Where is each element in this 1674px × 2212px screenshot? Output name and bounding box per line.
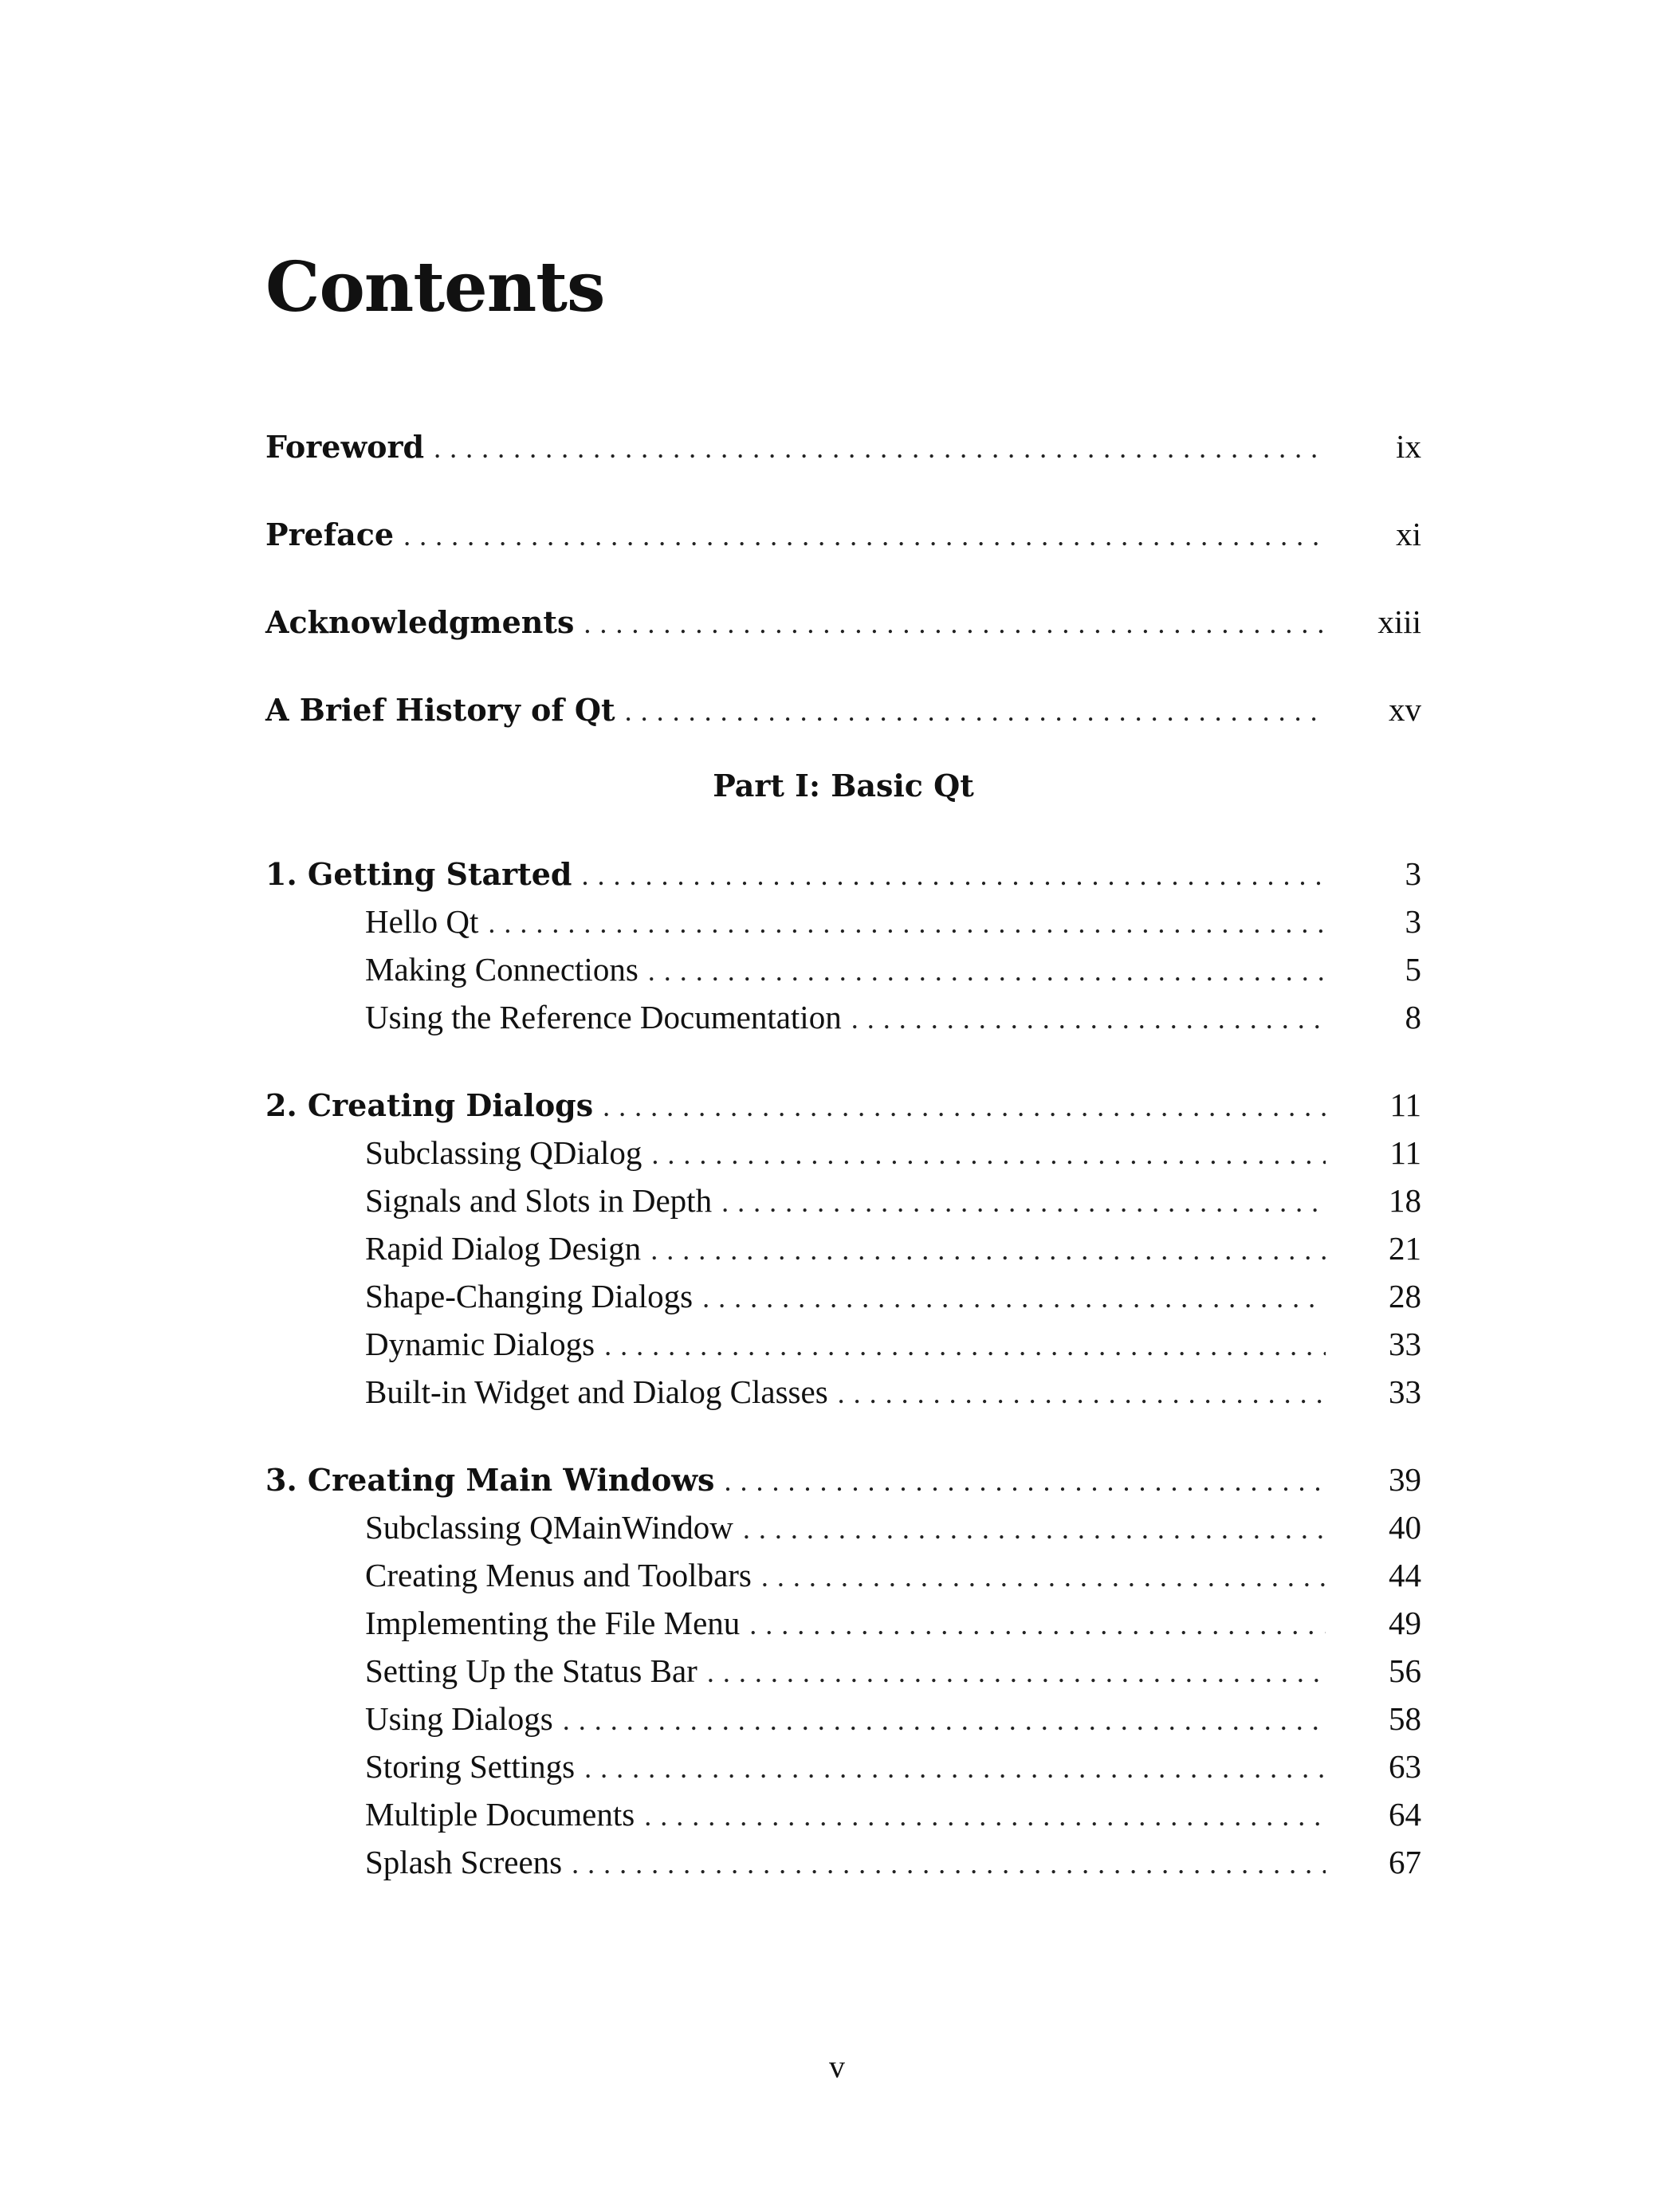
leader-dots (434, 426, 1326, 470)
toc-section-label: Using the Reference Documentation (365, 999, 842, 1035)
toc-page-number: 3 (1405, 903, 1421, 940)
toc-page-number: 33 (1389, 1373, 1421, 1410)
toc-section-label: Built-in Widget and Dialog Classes (365, 1373, 828, 1410)
toc-section-label: Implementing the File Menu (365, 1605, 741, 1641)
toc-section[interactable] (365, 899, 1421, 944)
toc-section-label: Using Dialogs (365, 1700, 553, 1737)
toc-page-number: 3 (1405, 855, 1421, 892)
toc-section-label: Rapid Dialog Design (365, 1230, 642, 1267)
page-title: Contents (265, 247, 605, 328)
toc-page-number: 67 (1389, 1844, 1421, 1880)
toc-entry-label: Acknowledgments (265, 604, 575, 640)
leader-dots (651, 1132, 1326, 1177)
toc-section[interactable] (365, 947, 1421, 992)
toc-section-label: Setting Up the Status Bar (365, 1652, 698, 1689)
toc-page-number: 8 (1405, 999, 1421, 1035)
toc-entry-brief-history[interactable] (265, 687, 1421, 732)
toc-page-number: 64 (1389, 1796, 1421, 1833)
footer-page-number: v (829, 2049, 845, 2084)
part-heading: Part I: Basic Qt (713, 768, 974, 803)
leader-dots (488, 901, 1326, 945)
leader-dots (838, 1371, 1326, 1416)
leader-dots (648, 949, 1326, 993)
toc-section[interactable] (365, 1369, 1421, 1414)
toc-page-number: 28 (1389, 1278, 1421, 1314)
toc-chapter-label: 3. Creating Main Windows (265, 1462, 715, 1498)
toc-section[interactable] (365, 1648, 1421, 1693)
toc-page-number: 58 (1389, 1700, 1421, 1737)
toc-entry-label: Preface (265, 517, 395, 552)
toc-section[interactable] (365, 1130, 1421, 1175)
leader-dots (625, 689, 1326, 733)
toc-section-label: Multiple Documents (365, 1796, 635, 1833)
toc-page-number: xv (1389, 691, 1421, 728)
toc-section-label: Subclassing QDialog (365, 1134, 642, 1171)
leader-dots (584, 601, 1326, 646)
toc-section[interactable] (365, 1274, 1421, 1318)
toc-page-number: xiii (1377, 603, 1421, 640)
toc-section-label: Dynamic Dialogs (365, 1326, 595, 1362)
leader-dots (749, 1602, 1326, 1647)
toc-section-label: Hello Qt (365, 903, 479, 940)
toc-section-label: Creating Menus and Toolbars (365, 1557, 752, 1593)
toc-section[interactable] (365, 1322, 1421, 1366)
toc-section[interactable] (365, 1505, 1421, 1550)
leader-dots (563, 1698, 1326, 1742)
toc-section-label: Signals and Slots in Depth (365, 1182, 713, 1219)
leader-dots (743, 1507, 1326, 1551)
toc-entry-foreword[interactable] (265, 424, 1421, 469)
toc-chapter-1[interactable] (265, 851, 1421, 896)
leader-dots (584, 1746, 1326, 1790)
toc-page-number: 40 (1389, 1509, 1421, 1546)
toc-page-number: 11 (1389, 1134, 1421, 1171)
leader-dots (707, 1650, 1326, 1695)
toc-page-number: 56 (1389, 1652, 1421, 1689)
leader-dots (581, 853, 1326, 898)
toc-section[interactable] (365, 1792, 1421, 1837)
toc-page-number: xi (1396, 516, 1421, 552)
toc-page-number: 33 (1389, 1326, 1421, 1362)
toc-page-number: 21 (1389, 1230, 1421, 1267)
toc-entry-label: Foreword (265, 429, 425, 465)
leader-dots (702, 1275, 1326, 1320)
toc-page-number: 39 (1389, 1461, 1421, 1498)
toc-page-number: 44 (1389, 1557, 1421, 1593)
toc-entry-label: A Brief History of Qt (265, 692, 615, 728)
leader-dots (851, 996, 1326, 1041)
toc-entry-acknowledgments[interactable] (265, 599, 1421, 644)
toc-section-label: Subclassing QMainWindow (365, 1509, 733, 1546)
leader-dots (650, 1228, 1326, 1272)
toc-section-label: Making Connections (365, 951, 639, 988)
toc-chapter-2[interactable] (265, 1082, 1421, 1127)
leader-dots (403, 513, 1326, 558)
toc-page-number: 11 (1389, 1086, 1421, 1123)
toc-entry-preface[interactable] (265, 512, 1421, 556)
leader-dots (603, 1084, 1326, 1129)
toc-page-number: ix (1396, 428, 1421, 465)
toc-section[interactable] (365, 995, 1421, 1039)
toc-section-label: Storing Settings (365, 1748, 576, 1785)
toc-section[interactable] (365, 1226, 1421, 1271)
toc-section[interactable] (365, 1696, 1421, 1741)
toc-section[interactable] (365, 1744, 1421, 1789)
toc-section-label: Splash Screens (365, 1844, 563, 1880)
toc-section[interactable] (365, 1553, 1421, 1597)
toc-page-number: 49 (1389, 1605, 1421, 1641)
toc-section[interactable] (365, 1601, 1421, 1645)
toc-page-number: 5 (1405, 951, 1421, 988)
leader-dots (604, 1323, 1326, 1368)
toc-section-label: Shape-Changing Dialogs (365, 1278, 694, 1314)
toc-chapter-label: 1. Getting Started (265, 856, 572, 892)
leader-dots (644, 1794, 1326, 1838)
toc-section[interactable] (365, 1178, 1421, 1223)
toc-page-number: 63 (1389, 1748, 1421, 1785)
leader-dots (761, 1554, 1326, 1599)
leader-dots (724, 1459, 1326, 1503)
toc-page-number: 18 (1389, 1182, 1421, 1219)
toc-chapter-3[interactable] (265, 1457, 1421, 1502)
leader-dots (572, 1841, 1326, 1886)
toc-section[interactable] (365, 1840, 1421, 1884)
leader-dots (721, 1180, 1326, 1224)
toc-chapter-label: 2. Creating Dialogs (265, 1087, 594, 1123)
